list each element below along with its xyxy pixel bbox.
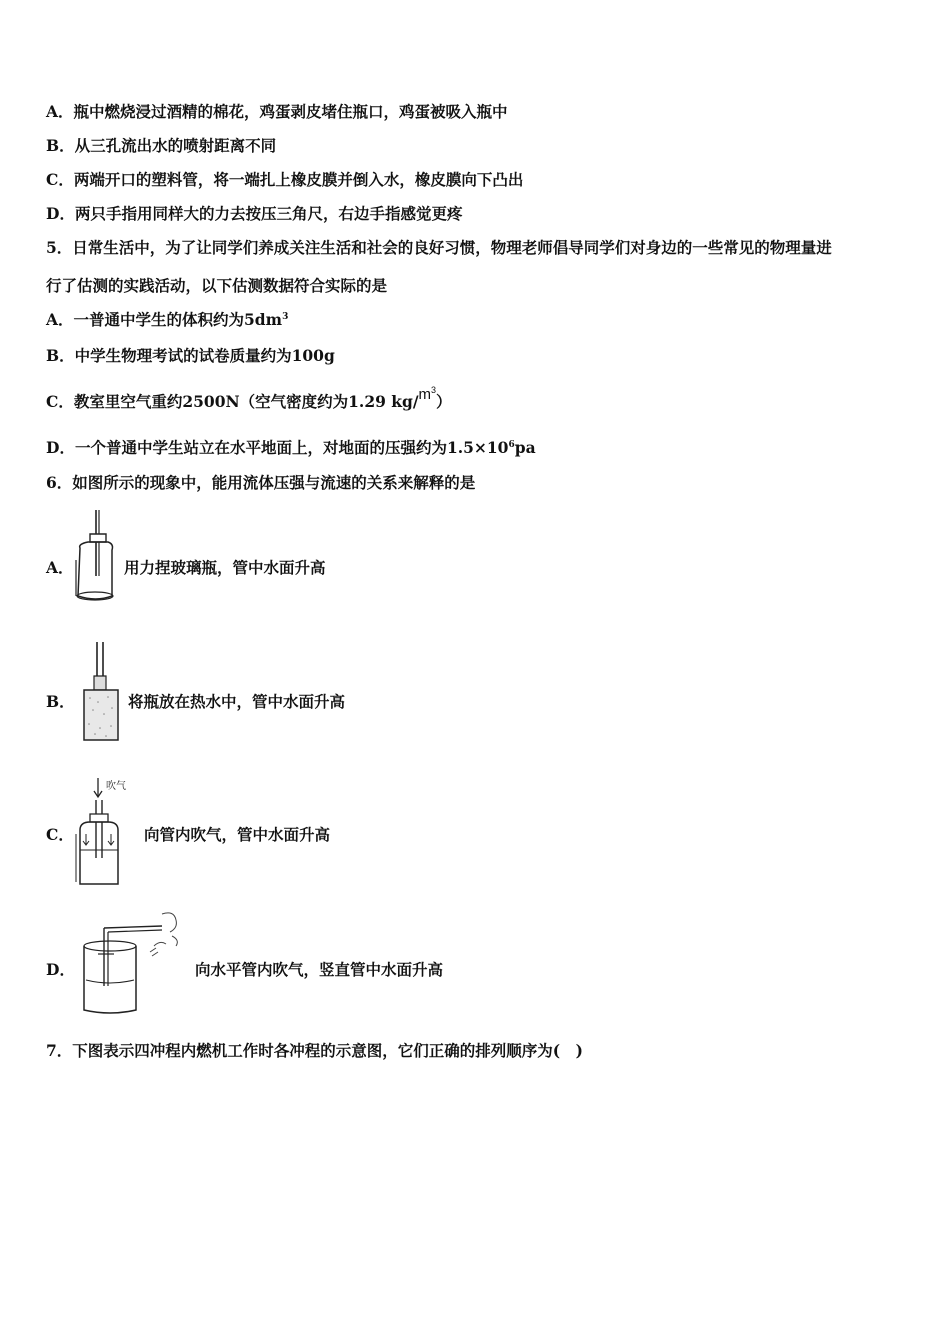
q6-option-a-text: 用力捏玻璃瓶，管中水面升高 (124, 558, 326, 577)
q5-option-d-tail: pa (514, 438, 536, 457)
q6-option-b-text: 将瓶放在热水中，管中水面升高 (128, 692, 346, 711)
q5-option-a-text: A．一普通中学生的体积约为5dm (46, 310, 283, 329)
q6-option-d-label: D． (46, 960, 75, 979)
q6-figure-c-blow-into-tube (66, 774, 136, 890)
q5-option-c-close: ） (436, 392, 452, 411)
q4-option-d: D．两只手指用同样大的力去按压三角尺，右边手指感觉更疼 (46, 204, 463, 223)
q6-option-d-text: 向水平管内吹气，竖直管中水面升高 (195, 960, 444, 979)
q5-option-a-sup: 3 (282, 311, 289, 322)
q6-option-b-label: B． (46, 692, 75, 711)
q5-option-c-text: C．教室里空气重约2500N（空气密度约为1.29 kg/ (46, 392, 419, 411)
q4-option-c: C．两端开口的塑料管，将一端扎上橡皮膜并倒入水，橡皮膜向下凸出 (46, 170, 524, 189)
q6-figure-b-bottle-hot-water (78, 640, 124, 744)
q5-option-d-sup: 6 (508, 439, 515, 450)
q5-option-a (46, 310, 910, 330)
q6-option-c-label: C． (46, 825, 74, 844)
q6-option-c-text: 向管内吹气，管中水面升高 (144, 825, 331, 844)
q5-option-c (46, 385, 910, 413)
q5-option-b: B．中学生物理考试的试卷质量约为100g (46, 346, 335, 365)
q7-stem: 7．下图表示四冲程内燃机工作时各冲程的示意图，它们正确的排列顺序为( ) (46, 1041, 583, 1060)
q5-option-c-unit (419, 386, 437, 403)
q4-option-a: A．瓶中燃烧浸过酒精的棉花，鸡蛋剥皮堵住瓶口，鸡蛋被吸入瓶中 (46, 102, 508, 121)
q5-option-d (46, 438, 910, 458)
q5-option-c-unit-sup: 3 (431, 385, 437, 395)
q6-option-a-label: A． (46, 558, 74, 577)
q6-stem: 6．如图所示的现象中，能用流体压强与流速的关系来解释的是 (46, 473, 476, 492)
q4-option-b: B．从三孔流出水的喷射距离不同 (46, 136, 277, 155)
q5-option-d-text: D．一个普通中学生站立在水平地面上，对地面的压强约为1.5×10 (46, 438, 509, 457)
q5-stem-line1: 5．日常生活中，为了让同学们养成关注生活和社会的良好习惯，物理老师倡导同学们对身边的一些常见的物理量进 (46, 238, 832, 257)
q6-figure-a-squeezed-bottle (70, 508, 120, 604)
q6-figure-c-note: 吹气 (106, 781, 126, 792)
q5-stem-line2: 行了估测的实践活动，以下估测数据符合实际的是 (46, 276, 388, 295)
q6-figure-d-horizontal-blow (76, 906, 188, 1018)
q5-option-c-unit-m: m (418, 386, 432, 403)
